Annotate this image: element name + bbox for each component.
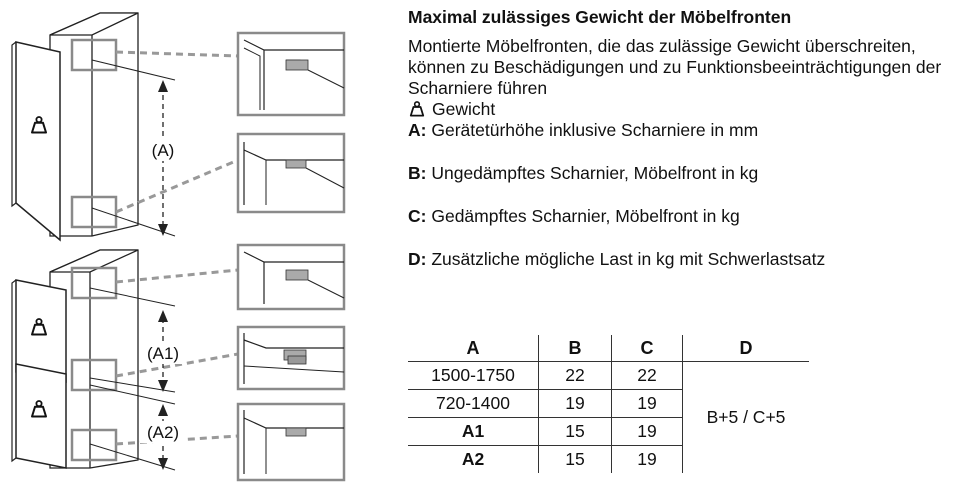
info-text-column [408, 6, 963, 270]
table-header-row [408, 335, 809, 362]
table-row: A2 15 19 [408, 446, 809, 474]
table-row: 720-1400 19 19 [408, 390, 809, 418]
table-row: A1 15 19 [408, 418, 809, 446]
legend-b: B: Ungedämpftes Scharnier, Möbelfront in kg [408, 163, 759, 183]
single-door-appliance [12, 13, 238, 240]
header-c: C [612, 335, 683, 362]
appliance-diagram [0, 0, 400, 485]
legend-d: D: Zusätzliche mögliche Last in kg mit Schwerlastsatz [408, 249, 826, 269]
legend-c: C: Gedämpftes Scharnier, Möbelfront in kg [408, 206, 740, 226]
weight-icon [408, 101, 426, 117]
two-door-appliance [12, 250, 238, 470]
dimension-a2-label: (A2) [146, 423, 180, 442]
intro-text: Montierte Möbelfronten, die das zulässige Gewicht überschreiten, können zu Beschädigungen und zu Funktionsbeeinträchtigungen der Scharniere führen [408, 36, 942, 98]
header-d: D [683, 335, 810, 362]
hinge-detail-3 [238, 245, 344, 309]
legend-a: A: Gerätetürhöhe inklusive Scharniere in mm [408, 120, 759, 140]
hinge-detail-1 [238, 33, 344, 115]
legend-weight-text: Gewicht [432, 99, 496, 119]
hinge-detail-5 [238, 404, 344, 480]
header-a: A [408, 335, 539, 362]
page-title: Maximal zulässiges Gewicht der Möbelfronten [408, 7, 792, 27]
dimension-a1-label: (A1) [146, 344, 180, 363]
hinge-detail-2 [238, 134, 344, 212]
header-b: B [539, 335, 612, 362]
d-value-cell: B+5 / C+5 [683, 362, 810, 474]
hinge-detail-4 [238, 327, 344, 389]
weight-table [408, 335, 809, 473]
dimension-a-label: (A) [151, 141, 175, 160]
table-row: 1500-1750 22 22 B+5 / C+5 [408, 362, 809, 390]
legend-weight [408, 99, 963, 120]
